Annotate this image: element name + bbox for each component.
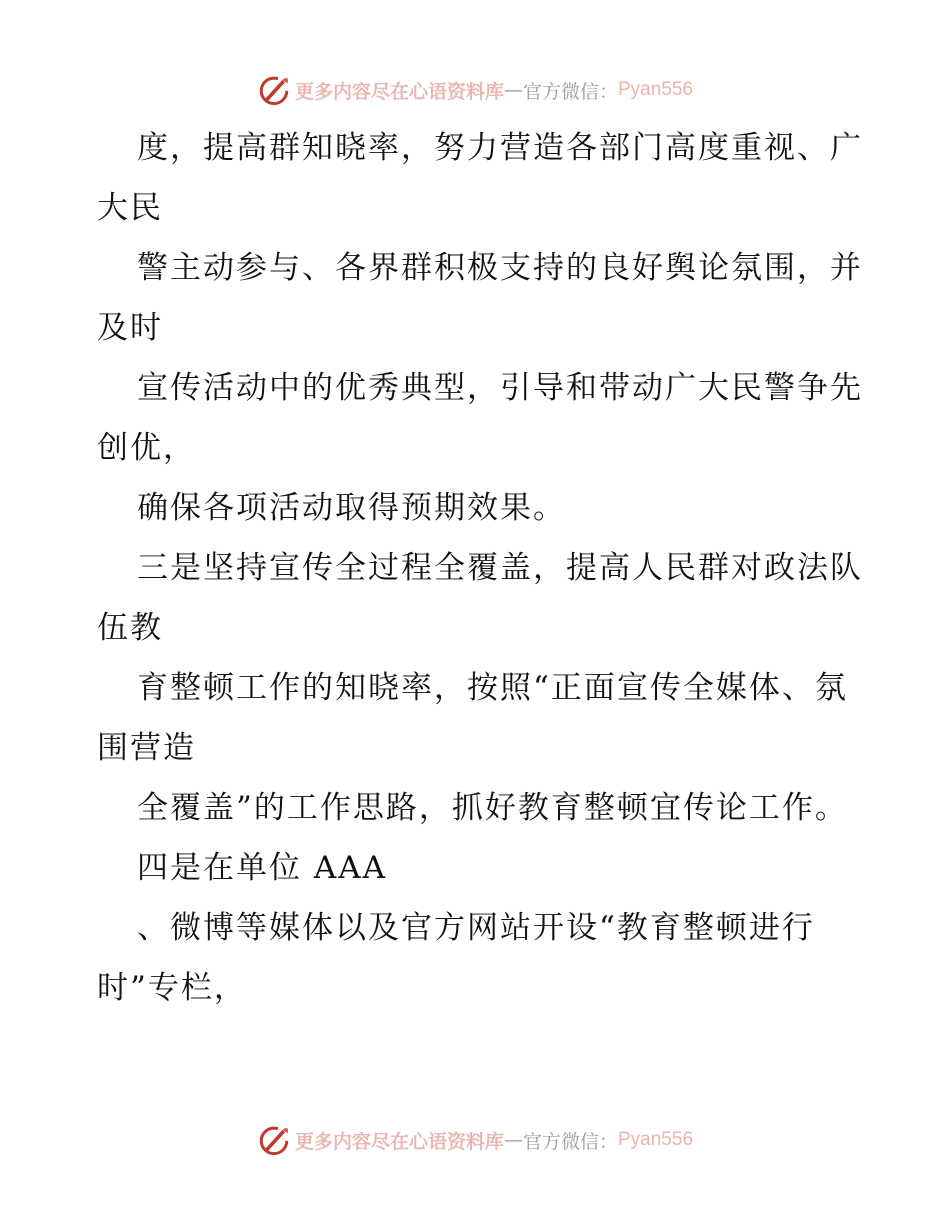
watermark-separator: — xyxy=(503,1129,523,1151)
watermark-content xyxy=(257,1123,693,1157)
watermark-wechat-label: 官方微信： xyxy=(522,80,618,103)
watermark-brand-text: 更多内容尽在心语资料库 xyxy=(294,80,504,103)
paragraph-7: 全覆盖”的工作思路，抓好教育整顿宜传论工作。 xyxy=(137,790,848,826)
paragraph-9: 、微博等媒体以及官方网站开设“教育整顿进行时”专栏， xyxy=(97,910,815,1006)
paragraph-1: 度，提高群知晓率，努力营造各部门高度重视、广大民 xyxy=(97,130,863,226)
paragraph-2: 警主动参与、各界群积极支持的良好舆论氛围，并及时 xyxy=(97,250,863,346)
paragraph-5: 三是坚持宣传全过程全覆盖，提高人民群对政法队伍教 xyxy=(97,550,863,646)
watermark-wechat-id: Pyan556 xyxy=(618,1129,694,1150)
watermark-separator: — xyxy=(503,79,523,101)
watermark-content xyxy=(257,73,693,107)
paragraph-8: 四是在单位 AAA xyxy=(137,850,388,886)
watermark-brand-text: 更多内容尽在心语资料库 xyxy=(294,1130,504,1153)
watermark-wechat-id: Pyan556 xyxy=(618,79,694,100)
feather-pen-circle-icon xyxy=(257,1123,291,1157)
feather-pen-circle-icon xyxy=(257,73,291,107)
footer-watermark xyxy=(0,1120,950,1160)
paragraph-4: 确保各项活动取得预期效果。 xyxy=(137,490,566,526)
header-watermark xyxy=(0,70,950,110)
paragraph-6: 育整顿工作的知晓率，按照“正面宣传全媒体、氛围营造 xyxy=(97,670,848,766)
watermark-wechat-label: 官方微信： xyxy=(522,1130,618,1153)
paragraph-3: 宣传活动中的优秀典型，引导和带动广大民警争先创优， xyxy=(97,370,863,466)
document-body xyxy=(97,118,867,1018)
